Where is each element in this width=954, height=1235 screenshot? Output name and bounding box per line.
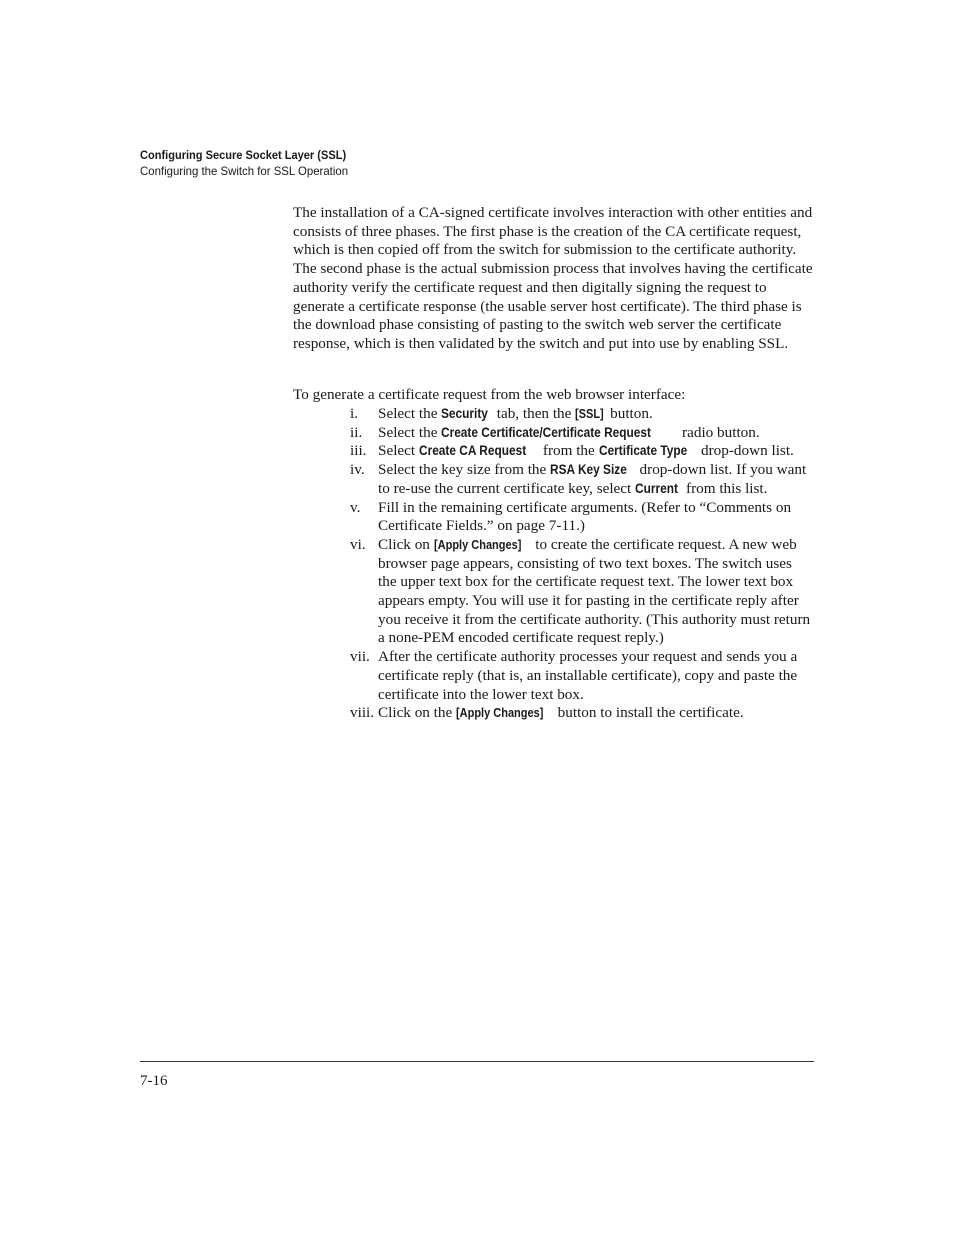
step-text: Select <box>378 442 419 460</box>
step-text: drop-down list. <box>697 442 794 460</box>
step-text: Select the <box>378 423 442 441</box>
step-text: drop-down list. If you want to re-use the current certificate key, select <box>378 461 807 497</box>
section-title: Configuring the Switch for SSL Operation <box>140 164 349 178</box>
step-item <box>293 442 813 461</box>
step-number: ii. <box>350 423 363 441</box>
step-text: button. <box>606 405 653 422</box>
step-number: i. <box>350 405 359 422</box>
ui-term: [SSL] <box>575 407 604 421</box>
step-item <box>293 499 813 536</box>
step-number: iii. <box>350 442 367 460</box>
step-number: iv. <box>350 461 365 479</box>
ui-term: [Apply Changes] <box>433 537 522 552</box>
step-text: to create the certificate request. A new web browser page appears, consisting of two text boxes. The switch uses the upper text box for the certificate request text. The lower text box appears empty. You will use it for pasting in the certificate reply after you receive it from the certificate authority. (This authority must return a none-PEM encoded certificate request reply.) <box>378 535 811 647</box>
step-text: Click on <box>378 535 434 553</box>
step-item <box>293 704 813 723</box>
ui-term: Certificate Type <box>598 443 687 459</box>
procedure-lead: To generate a certificate request from the web browser interface: <box>293 386 686 403</box>
page-number: 7-16 <box>140 1073 168 1089</box>
step-text: Select the <box>378 405 442 422</box>
step-item <box>293 461 813 498</box>
step-item <box>293 424 813 443</box>
chapter-title: Configuring Secure Socket Layer (SSL) <box>140 148 347 162</box>
step-text: Fill in the remaining certificate arguments. (Refer to “Comments on Certificate Fields.” on page 7-11.) <box>378 498 792 535</box>
step-item <box>293 648 813 704</box>
step-text: from the <box>539 442 599 460</box>
step-text: radio button. <box>678 423 760 441</box>
step-text: Click on the <box>378 704 457 722</box>
step-number: vi. <box>350 535 366 553</box>
procedure-steps <box>293 405 813 723</box>
step-number: vii. <box>350 648 370 666</box>
step-text: Select the key size from the <box>378 461 551 479</box>
running-header <box>140 147 364 179</box>
ui-term: Current <box>635 480 678 496</box>
step-text: After the certificate authority processes your request and sends you a certificate reply (that is, an installable certificate), copy and paste the certificate into the lower text box. <box>378 648 798 703</box>
step-number: viii. <box>350 704 375 722</box>
ui-term: Create CA Request <box>418 443 527 459</box>
step-number: v. <box>350 498 361 516</box>
ui-term: RSA Key Size <box>550 462 627 478</box>
step-item <box>293 405 813 424</box>
step-text: tab, then the <box>492 405 576 422</box>
footer-rule <box>140 1061 814 1062</box>
ui-term: [Apply Changes] <box>456 706 544 721</box>
intro-paragraph: The installation of a CA-signed certificate involves interaction with other entities and consists of three phases. The first phase is the creation of the CA certificate request, which is then copied off from the switch for submission to the certificate authority. The second phase is the actual submission process that involves having the certificate authority verify the certificate request and then digitally signing the request to generate a certificate response (the usable server host certificate). The third phase is the download phase consisting of pasting to the switch web server the certificate response, which is then validated by the switch and put into use by enabling SSL. <box>293 204 813 352</box>
step-item <box>293 536 813 648</box>
ui-term: Create Certificate/Certificate Request <box>441 424 652 440</box>
step-text: from this list. <box>682 479 768 497</box>
ui-term: Security <box>441 406 489 421</box>
step-text: button to install the certificate. <box>553 704 744 722</box>
